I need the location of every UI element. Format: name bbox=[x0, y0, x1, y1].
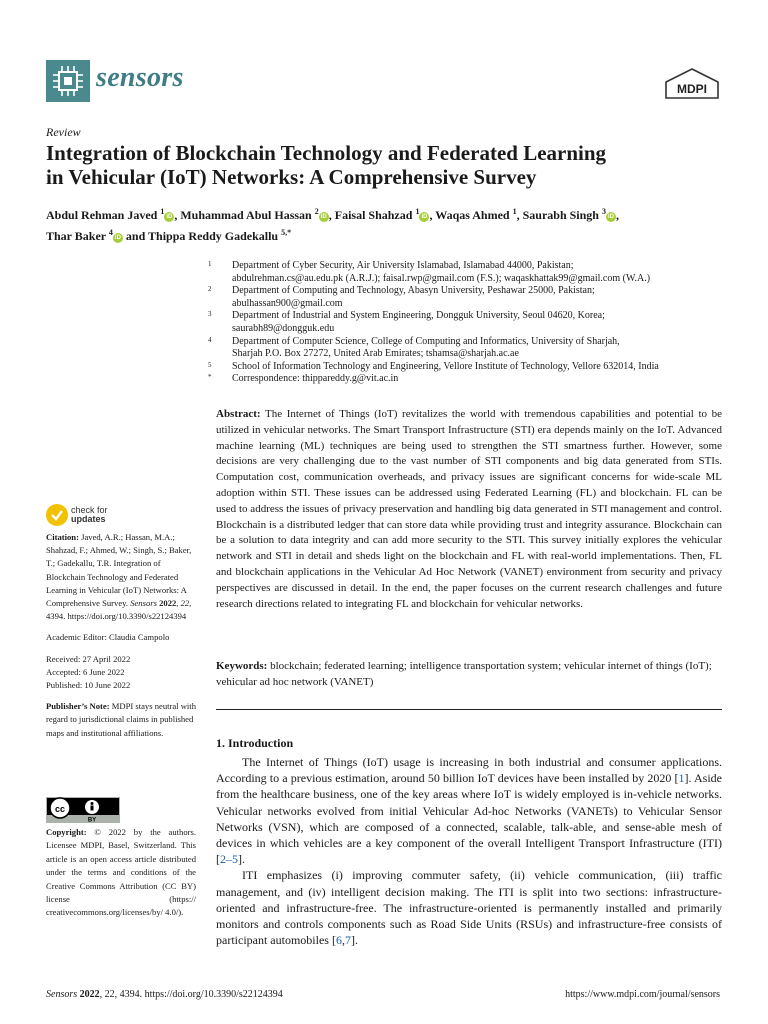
note-label: Publisher’s Note: bbox=[46, 701, 110, 712]
author-separator: , bbox=[429, 208, 436, 222]
affiliation-number: 1 bbox=[208, 260, 212, 268]
footer-doi[interactable]: , 22, 4394. https://doi.org/10.3390/s22124394 bbox=[99, 989, 283, 1000]
attribution-icon bbox=[91, 806, 94, 811]
check-for-updates-label-bold[interactable]: updates bbox=[71, 514, 106, 524]
affiliation-number bbox=[208, 298, 232, 311]
author-name: Thippa Reddy Gadekallu bbox=[148, 229, 279, 243]
author-name: Thar Baker bbox=[46, 229, 106, 243]
copyright-label: Copyright: bbox=[46, 827, 87, 837]
intro-paragraph-1 bbox=[216, 754, 722, 867]
author-separator: , bbox=[328, 208, 335, 222]
copyright-notice bbox=[46, 826, 196, 920]
keywords-text: blockchain; federated learning; intelligence transportation system; vehicular internet of things (IoT); vehicular ad hoc network (VANET) bbox=[216, 660, 712, 688]
article-type: Review bbox=[46, 125, 81, 139]
orcid-icon[interactable]: iD bbox=[114, 235, 121, 241]
affiliation-number bbox=[208, 323, 232, 336]
affiliation-row bbox=[208, 273, 728, 286]
accepted-date: Accepted: 6 June 2022 bbox=[46, 666, 125, 677]
citation-link[interactable]: 1 bbox=[678, 771, 685, 786]
cc-by-label: BY bbox=[87, 817, 97, 823]
author-affiliation-mark: 1 bbox=[415, 207, 420, 216]
journal-name: sensors bbox=[96, 62, 184, 93]
author-name: Muhammad Abul Hassan bbox=[180, 208, 312, 222]
footer-year: 2022 bbox=[79, 989, 100, 1000]
article-title bbox=[46, 141, 736, 189]
citation-link[interactable]: 7 bbox=[344, 933, 351, 948]
orcid-icon[interactable]: iD bbox=[607, 214, 614, 220]
cc-icon: cc bbox=[54, 804, 66, 814]
affiliation-number bbox=[208, 273, 232, 286]
mdpi-hexagon-icon bbox=[664, 68, 720, 100]
keywords-label: Keywords: bbox=[216, 660, 268, 672]
orcid-icon[interactable]: iD bbox=[421, 214, 428, 220]
abstract-label: Abstract: bbox=[216, 408, 261, 420]
footer-citation bbox=[46, 989, 283, 1000]
affiliation-number: * bbox=[208, 373, 212, 382]
sidebar-info bbox=[46, 531, 196, 748]
affiliation-row bbox=[208, 310, 728, 323]
affiliation-number: 5 bbox=[208, 360, 212, 369]
check-for-updates-icon[interactable] bbox=[46, 504, 68, 526]
copyright-text: © 2022 by the authors. Licensee MDPI, Basel, Switzerland. This article is an open access article distributed under the terms and conditions of the Creative Commons Attribution (CC BY) license (https:// creativecommons.org/licenses/by/ 4.0/). bbox=[46, 827, 196, 918]
note-text: MDPI stays neutral with regard to jurisdictional claims in published maps and institutional affiliations. bbox=[46, 701, 196, 738]
affiliation-row bbox=[208, 260, 728, 273]
affiliation-row bbox=[208, 285, 728, 298]
author-affiliation-mark: 5,* bbox=[281, 228, 292, 237]
mdpi-logo bbox=[664, 68, 720, 100]
title-line-1: Integration of Blockchain Technology and Federated Learning bbox=[46, 141, 607, 165]
orcid-icon[interactable]: iD bbox=[166, 214, 173, 220]
author-affiliation-mark: 4 bbox=[108, 228, 113, 237]
affiliation-number: 4 bbox=[208, 335, 212, 344]
text-run: ]. Aside from the healthcare business, one of the key areas where IoT is widely employed is in-vehicle networks. Vehicular networks evolved from initial Vehicular Ad-hoc Networks (VANETs) to Vehicular Sensor Networks (VSN), which are composed of a connected, scalable, talk-able, and sense-able mesh of devices in which vehicles are a key component of the overall Intelligent Transport Infrastructure (ITI) [ bbox=[216, 771, 722, 867]
title-line-2: in Vehicular (IoT) Networks: A Comprehensive Survey bbox=[46, 165, 537, 189]
abstract-text: The Internet of Things (IoT) revitalizes the world with tremendous capabilities and potential to be utilized in vehicular networks. The Smart Transport Infrastructure (STI) era depends mainly on the IoT. Advanced machine learning (ML) techniques are being used to strengthen the STI smartness further. However, some decisions are very challenging due to the vast number of STI components and big data generated from STIs. Computation cost, communication overheads, and privacy issues are significant concerns for wide-scale ML adoption within STI. These issues can be addressed using Federated Learning (FL) and blockchain. FL can be used to address the issues of privacy preservation and handling big data generated in STI management and control. Blockchain is a distributed ledger that can store data while providing trust and integrity assurance. Blockchain can be a solution to data integrity and can add more security to the STI. This survey initially explores the vehicular network and STI in detail and sheds light on the blockchain and FL with real-world implementations. Then, FL and blockchain applications in the Vehicular Ad Hoc Network (VANET) environment from security and privacy perspectives are discussed in detail. In the end, the paper focuses on the current research challenges and future research directions related to integrating FL and blockchain for vehicular networks. bbox=[216, 408, 722, 610]
affiliations bbox=[208, 260, 728, 386]
citation-journal: Sensors bbox=[130, 598, 157, 609]
published-date: Published: 10 June 2022 bbox=[46, 680, 131, 691]
affiliation-text: abdulrehman.cs@au.edu.pk (A.R.J.); faisal.rwp@gmail.com (F.S.); waqaskhattak99@gmail.com (W.A.) bbox=[232, 272, 651, 284]
received-date: Received: 27 April 2022 bbox=[46, 653, 131, 664]
text-run: ]. bbox=[350, 933, 358, 948]
author-affiliation-mark: 1 bbox=[512, 207, 517, 216]
affiliation-row bbox=[208, 298, 728, 311]
citation-text: Javed, A.R.; Hassan, M.A.; Shahzad, F.; Ahmed, W.; Singh, S.; Baker, T.; Gadekallu, T.R. Integration of Blockchain Technology and Federated Learning in Vehicular (IoT) Networks: A Comprehensive Survey. bbox=[46, 532, 192, 609]
author-separator: , bbox=[516, 208, 523, 222]
section-divider bbox=[216, 709, 722, 710]
section-heading: 1. Introduction bbox=[216, 736, 294, 750]
citation-link[interactable]: 2–5 bbox=[220, 852, 238, 867]
citation-link[interactable]: 6 bbox=[335, 933, 342, 948]
author-affiliation-mark: 2 bbox=[314, 207, 319, 216]
text-run: ITI emphasizes (i) improving commuter safety, (ii) vehicle communication, (iii) traffic management, and (iv) intelligent decision making. The ITI is split into two sections: infrastructure-oriented and infrastructure-free. The infrastructure-oriented is permanently installed and primarily monitors and controls components such as Road Side Units (RSUs) and infrastructure-free consists of participant automobiles [ bbox=[216, 868, 722, 948]
cc-by-license-badge[interactable] bbox=[46, 797, 120, 823]
author-name: Faisal Shahzad bbox=[334, 208, 413, 222]
affiliation-text: Sharjah P.O. Box 27272, United Arab Emirates; tshamsa@sharjah.ac.ae bbox=[232, 348, 519, 360]
text-run: ]. bbox=[238, 852, 245, 867]
footer-journal: Sensors bbox=[46, 989, 78, 1000]
affiliation-text: Department of Computing and Technology, Abasyn University, Peshawar 25000, Pakistan; bbox=[232, 285, 595, 297]
author-separator: , bbox=[615, 208, 619, 222]
affiliation-number: 3 bbox=[208, 310, 212, 319]
citation-doi[interactable]: , 4394. https://doi.org/10.3390/s22124394 bbox=[46, 598, 192, 622]
affiliation-text: School of Information Technology and Engineering, Vellore Institute of Technology, Vellore 632014, India bbox=[232, 360, 659, 372]
affiliation-text: Department of Industrial and System Engineering, Dongguk University, Seoul 04620, Korea; bbox=[232, 310, 605, 322]
intro-body bbox=[216, 754, 722, 948]
affiliation-row bbox=[208, 361, 728, 374]
affiliation-text: saurabh89@dongguk.edu bbox=[232, 322, 335, 334]
citation-block: Citation: Javed, A.R.; Hassan, M.A.; Shahzad, F.; Ahmed, W.; Singh, S.; Baker, T.; Gadekallu, T.R. Integration of Blockchain Technology and Federated Learning in Vehicular (IoT) Networks: A Comprehensive Survey. Sensors 2022, 22, 4394. https://doi.org/10.3390/s22124394 bbox=[46, 532, 192, 622]
academic-editor: Academic Editor: Claudia Campolo bbox=[46, 632, 170, 643]
footer-journal-url[interactable]: https://www.mdpi.com/journal/sensors bbox=[565, 989, 720, 1000]
text-run: , bbox=[341, 933, 345, 948]
citation-year: 2022 bbox=[159, 598, 177, 609]
affiliation-row bbox=[208, 323, 728, 336]
affiliation-row bbox=[208, 336, 728, 349]
citation-label: Citation: bbox=[46, 532, 79, 542]
affiliation-text: Department of Computer Science, College of Computing and Informatics, University of Sharjah, bbox=[232, 335, 620, 347]
check-for-updates-label[interactable]: check for bbox=[71, 505, 108, 515]
affiliation-text: Correspondence: thippareddy.g@vit.ac.in bbox=[232, 373, 399, 385]
text-run: The Internet of Things (IoT) usage is increasing in both industrial and consumer applications. According to a previous estimation, around 50 billion IoT devices have been installed by 2020 [ bbox=[216, 755, 722, 786]
citation-volume: 22 bbox=[180, 598, 190, 609]
chip-icon bbox=[46, 60, 90, 102]
intro-paragraph-2 bbox=[216, 867, 722, 948]
affiliation-text: Department of Cyber Security, Air University Islamabad, Islamabad 44000, Pakistan; bbox=[232, 260, 574, 271]
author-list bbox=[46, 203, 736, 245]
author-separator: , bbox=[174, 208, 181, 222]
publishers-note bbox=[46, 700, 196, 740]
affiliation-number bbox=[208, 348, 232, 361]
author-name: Abdul Rehman Javed bbox=[46, 208, 158, 222]
keywords bbox=[216, 659, 722, 691]
author-name: Waqas Ahmed bbox=[435, 208, 510, 222]
mdpi-wordmark: MDPI bbox=[677, 82, 707, 96]
author-affiliation-mark: 1 bbox=[160, 207, 165, 216]
author-separator: and bbox=[122, 229, 149, 243]
author-affiliation-mark: 3 bbox=[601, 207, 606, 216]
author-name: Saurabh Singh bbox=[522, 208, 599, 222]
affiliation-row bbox=[208, 348, 728, 361]
affiliation-row bbox=[208, 373, 728, 386]
orcid-icon[interactable]: iD bbox=[320, 214, 327, 220]
abstract bbox=[216, 407, 722, 612]
journal-logo-icon bbox=[46, 60, 90, 102]
affiliation-number: 2 bbox=[208, 285, 212, 294]
affiliation-text: abulhassan900@gmail.com bbox=[232, 297, 343, 309]
